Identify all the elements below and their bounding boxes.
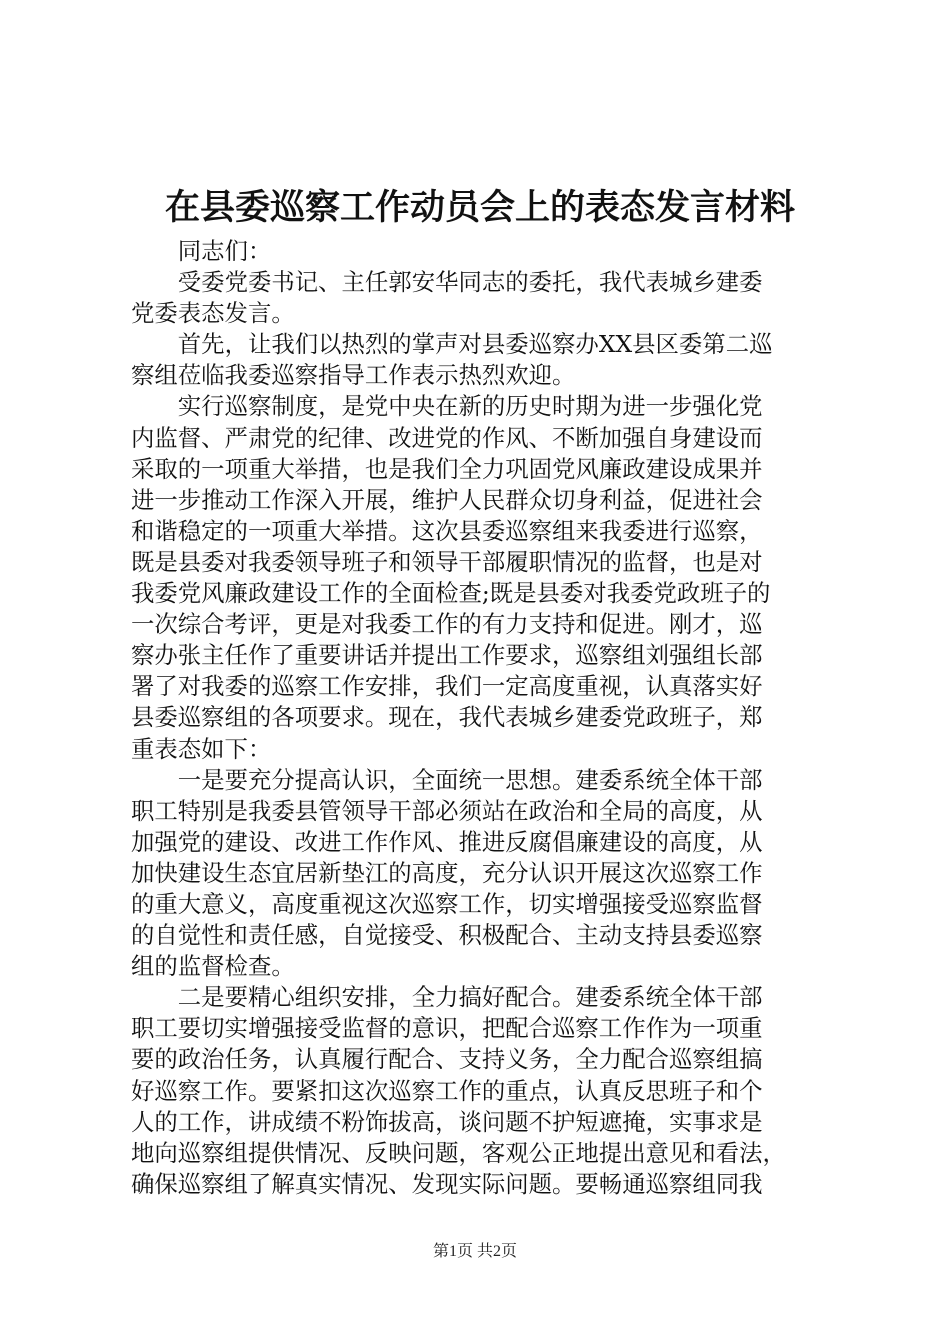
salutation: 同志们：: [177, 237, 272, 265]
paragraph-5: 二是要精心组织安排，全力搞好配合。建委系统全体干部 职工要切实增强接受监督的意识，把配合巡察工作作为一项重 要的政治任务，认真履行配合、支持义务，全力配合巡察组搞 好巡察工作。要紧扣这次巡察工作的重点，认真反思班子和个 人的工作，讲成绩不粉饰拔高，谈问题不护短遮掩，实事求是 地向巡察组提供情况、反映问题，客观公正地提出意见和看法， 确保巡察组了解真实情况、发现实际问题。要畅通巡察组同我: [131, 983, 786, 1198]
paragraph-4: 一是要充分提高认识，全面统一思想。建委系统全体干部 职工特别是我委县管领导干部必须站在政治和全局的高度，从 加强党的建设、改进工作作风、推进反腐倡廉建设的高度，从 加快建设生态宜居新垫江的高度，充分认识开展这次巡察工作 的重大意义，高度重视这次巡察工作，切实增强接受巡察监督 的自觉性和责任感，自觉接受、积极配合、主动支持县委巡察 组的监督检查。: [131, 765, 763, 981]
page-footer: 第1页 共2页: [432, 1243, 517, 1260]
document-body: [131, 236, 831, 1200]
document-title: 在县委巡察工作动员会上的表态发言材料: [164, 187, 795, 228]
paragraph-1: 受委党委书记、主任郭安华同志的委托，我代表城乡建委 党委表态发言。: [131, 268, 763, 328]
paragraph-2: 首先，让我们以热烈的掌声对县委巡察办XX县区委第二巡 察组莅临我委巡察指导工作表示热烈欢迎。: [131, 330, 773, 390]
paragraph-3: 实行巡察制度，是党中央在新的历史时期为进一步强化党 内监督、严肃党的纪律、改进党的作风、不断加强自身建设而 采取的一项重大举措，也是我们全力巩固党风廉政建设成果并 进一步推动工作深入开展，维护人民群众切身利益，促进社会 和谐稳定的一项重大举措。这次县委巡察组来我委进行巡察， 既是县委对我委领导班子和领导干部履职情况的监督，也是对 我委党风廉政建设工作的全面检查;既是县委对我委党政班子的 一次综合考评，更是对我委工作的有力支持和促进。刚才，巡 察办张主任作了重要讲话并提出工作要求，巡察组刘强组长部 署了对我委的巡察工作安排，我们一定高度重视，认真落实好 县委巡察组的各项要求。现在，我代表城乡建委党政班子，郑 重表态如下：: [131, 392, 771, 763]
